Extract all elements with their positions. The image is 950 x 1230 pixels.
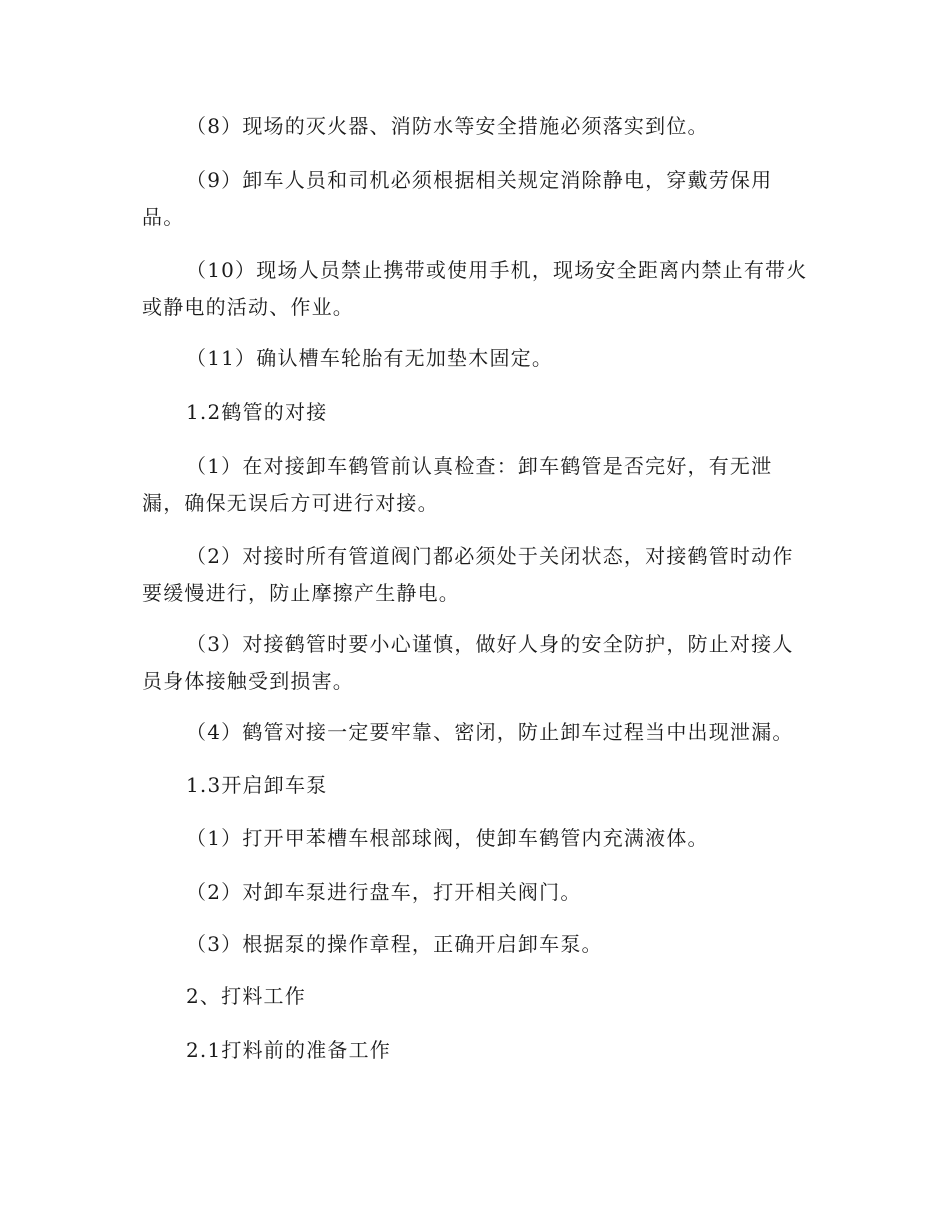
paragraph-item-11: （11）确认槽车轮胎有无加垫木固定。 [186, 346, 554, 370]
paragraph-item-1: （1）在对接卸车鹤管前认真检查：卸车鹤管是否完好，有无泄漏，确保无误后方可进行对接。 [142, 454, 773, 515]
section-heading-2: 2、打料工作 [186, 984, 306, 1008]
section-heading-1-2: 1.2鹤管的对接 [186, 400, 328, 424]
section-heading-1-3: 1.3开启卸车泵 [186, 773, 328, 797]
paragraph-item-1: （1）打开甲苯槽车根部球阀，使卸车鹤管内充满液体。 [186, 826, 709, 850]
paragraph-item-2: （2）对接时所有管道阀门都必须处于关闭状态，对接鹤管时动作要缓慢进行，防止摩擦产生静电。 [142, 544, 794, 605]
paragraph-item-9: （9）卸车人员和司机必须根据相关规定消除静电，穿戴劳保用品。 [142, 168, 773, 229]
paragraph-item-4: （4）鹤管对接一定要牢靠、密闭，防止卸车过程当中出现泄漏。 [186, 720, 794, 744]
paragraph-item-3: （3）根据泵的操作章程，正确开启卸车泵。 [186, 932, 603, 956]
paragraph-item-10: （10）现场人员禁止携带或使用手机，现场安全距离内禁止有带火或静电的活动、作业。 [142, 258, 808, 319]
paragraph-item-8: （8）现场的灭火器、消防水等安全措施必须落实到位。 [186, 114, 709, 138]
section-heading-2-1: 2.1打料前的准备工作 [186, 1038, 392, 1062]
paragraph-item-3: （3）对接鹤管时要小心谨慎，做好人身的安全防护，防止对接人员身体接触受到损害。 [142, 632, 794, 693]
paragraph-item-2: （2）对卸车泵进行盘车，打开相关阀门。 [186, 880, 582, 904]
